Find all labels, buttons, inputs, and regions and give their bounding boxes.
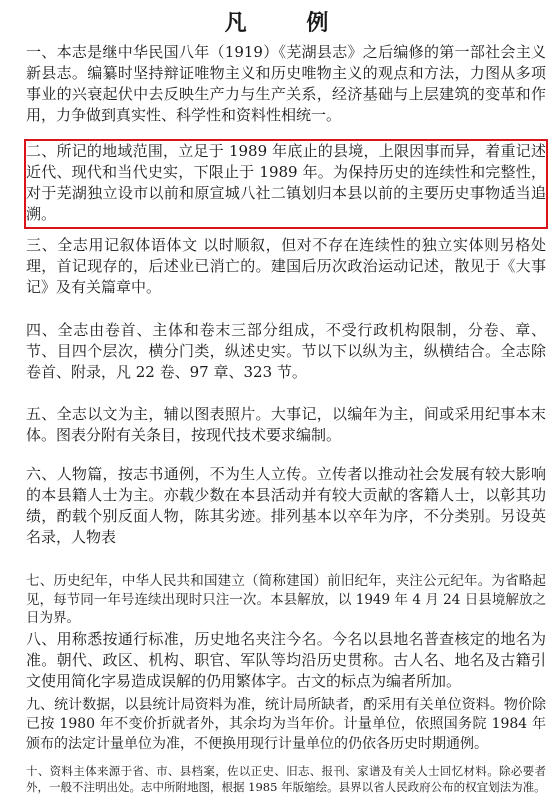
paragraph-9: 九、统计数据，以县统计局资料为准，统计局所缺者，酌采用有关单位资料。物价除已按 1980 年不变价折就者外，其余均为当年价。计量单位，依照国务院 1984 年颁布的法定计量单位为准，不便换用现行计量单位的仍依各历史时期通例。	[26, 697, 546, 752]
page-title: 凡 例	[224, 10, 355, 36]
paragraph-3: 三、全志用记叙体语体文 以时顺叙，但对不存在连续性的独立实体则另格处理，首记现存的，后述业已消亡的。建国后历次政治运动记述，散见于《大事记》及有关篇章中。	[26, 236, 546, 296]
paragraph-10: 十、资料主体来源于省、市、县档案，佐以正史、旧志、报刊、家谱及有关人士回忆材料。除必要者外，一般不注明出处。志中所附地图，根据 1985 年版缩绘。县界以省人民政府公布的权宜划法为准。	[26, 764, 546, 794]
paragraph-6: 六、人物篇，按志书通例，不为生人立传。立传者以推动社会发展有较大影响的本县籍人士为主。亦载少数在本县活动并有较大贡献的客籍人士，以彰其功绩，酌载个别反面人物，陈其劣迹。排列基本以卒年为序，不分类别。另设英名录，人物表	[26, 465, 546, 546]
paragraph-4: 四、全志由卷首、主体和卷末三部分组成，不受行政机构限制，分卷、章、节、目四个层次，横分门类，纵述史实。节以下以纵为主，纵横结合。全志除卷首、附录，凡 22 卷、97 章、323 节。	[26, 321, 546, 381]
paragraph-7: 七、历史纪年，中华人民共和国建立（简称建国）前旧纪年，夹注公元纪年。为省略起见，每节同一年号连续出现时只注一次。本县解放，以 1949 年 4 月 24 日县境解放之日为界。	[26, 573, 546, 627]
paragraph-1: 一、本志是继中华民国八年（1919）《芜湖县志》之后编修的第一部社会主义新县志。编纂时坚持辩证唯物主义和历史唯物主义的观点和方法，力图从多项事业的兴衰起伏中去反映生产力与生产关系，经济基础与上层建筑的变革和作用，力争做到真实性、科学性和资料性相统一。	[26, 43, 546, 124]
paragraph-5: 五、全志以文为主，辅以图表照片。大事记，以编年为主，间或采用纪事本末体。图表分附有关条目，按现代技术要求编制。	[26, 405, 546, 444]
paragraph-8: 八、用称悉按通行标准，历史地名夹注今名。今名以县地名普查核定的地名为准。朝代、政区、机构、职官、军队等均沿历史贯称。古人名、地名及古籍引文使用简化字易造成误解的仍用繁体字。古文的标点为编者所加。	[26, 630, 546, 690]
paragraph-2: 二、所记的地域范围，立足于 1989 年底止的县境，上限因事而异，着重记述近代、现代和当代史实，下限止于 1989 年。为保持历史的连续性和完整性，对于芜湖独立设市以前和原宣城八社二镇划归本县以前的主要历史事物适当追溯。	[26, 142, 546, 223]
